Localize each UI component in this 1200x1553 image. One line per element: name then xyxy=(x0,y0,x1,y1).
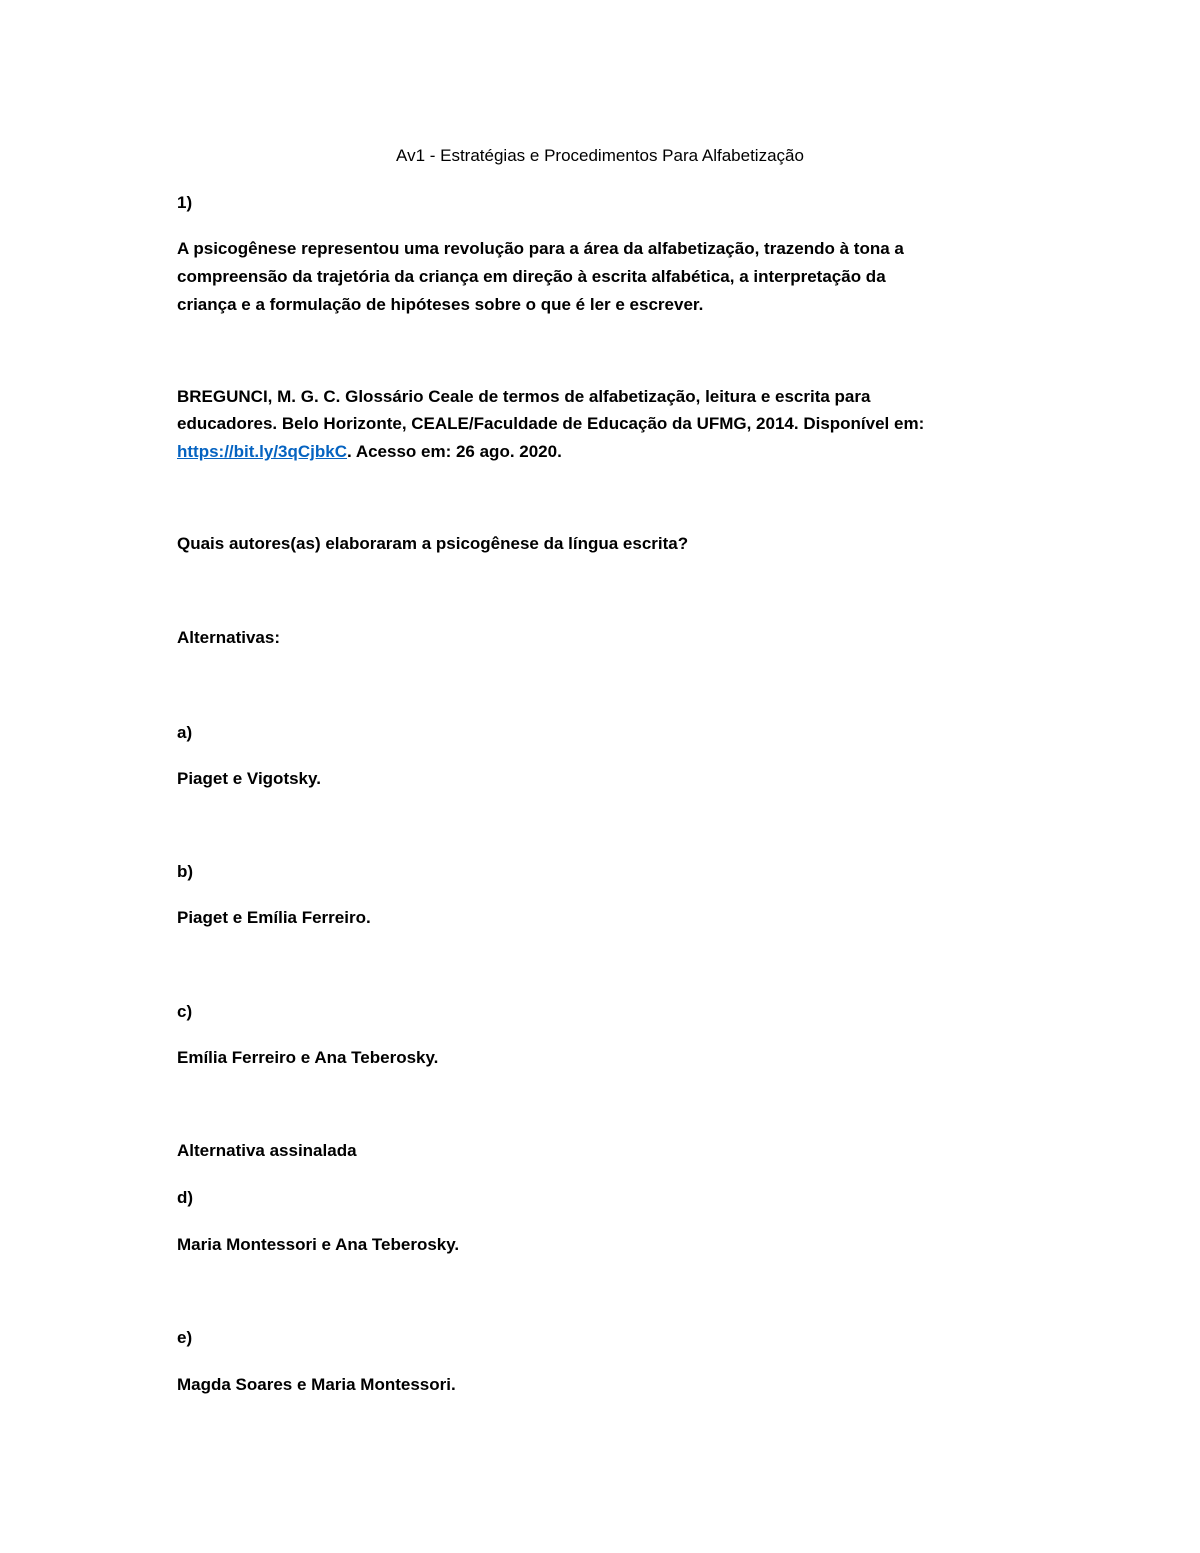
alternative-d-letter: d) xyxy=(177,1188,194,1207)
reference-line-3 xyxy=(177,441,562,463)
question-number: 1) xyxy=(177,193,193,212)
reference-access-date: . Acesso em: 26 ago. 2020. xyxy=(347,442,562,461)
context-line-1: A psicogênese representou uma revolução para a área da alfabetização, trazendo à tona a xyxy=(177,239,904,258)
reference-link[interactable]: https://bit.ly/3qCjbkC xyxy=(177,442,347,461)
alternative-b-letter: b) xyxy=(177,862,194,881)
reference-line-1: BREGUNCI, M. G. C. Glossário Ceale de termos de alfabetização, leitura e escrita para xyxy=(177,387,871,406)
question-text: Quais autores(as) elaboraram a psicogênese da língua escrita? xyxy=(177,534,689,553)
alternatives-label: Alternativas: xyxy=(177,628,280,647)
alternative-c-letter: c) xyxy=(177,1002,193,1021)
alternative-c-text: Emília Ferreiro e Ana Teberosky. xyxy=(177,1048,439,1067)
alternative-b-text: Piaget e Emília Ferreiro. xyxy=(177,908,371,927)
context-line-3: criança e a formulação de hipóteses sobre o que é ler e escrever. xyxy=(177,295,704,314)
context-line-2: compreensão da trajetória da criança em direção à escrita alfabética, a interpretação da xyxy=(177,267,886,286)
alternative-a-text: Piaget e Vigotsky. xyxy=(177,769,321,788)
marked-alternative-label: Alternativa assinalada xyxy=(177,1141,357,1160)
reference-line-2: educadores. Belo Horizonte, CEALE/Faculdade de Educação da UFMG, 2014. Disponível em: xyxy=(177,414,925,433)
alternative-d-text: Maria Montessori e Ana Teberosky. xyxy=(177,1235,460,1254)
alternative-a-letter: a) xyxy=(177,723,193,742)
alternative-e-text: Magda Soares e Maria Montessori. xyxy=(177,1375,456,1394)
alternative-e-letter: e) xyxy=(177,1328,193,1347)
document-title: Av1 - Estratégias e Procedimentos Para Alfabetização xyxy=(396,146,804,165)
